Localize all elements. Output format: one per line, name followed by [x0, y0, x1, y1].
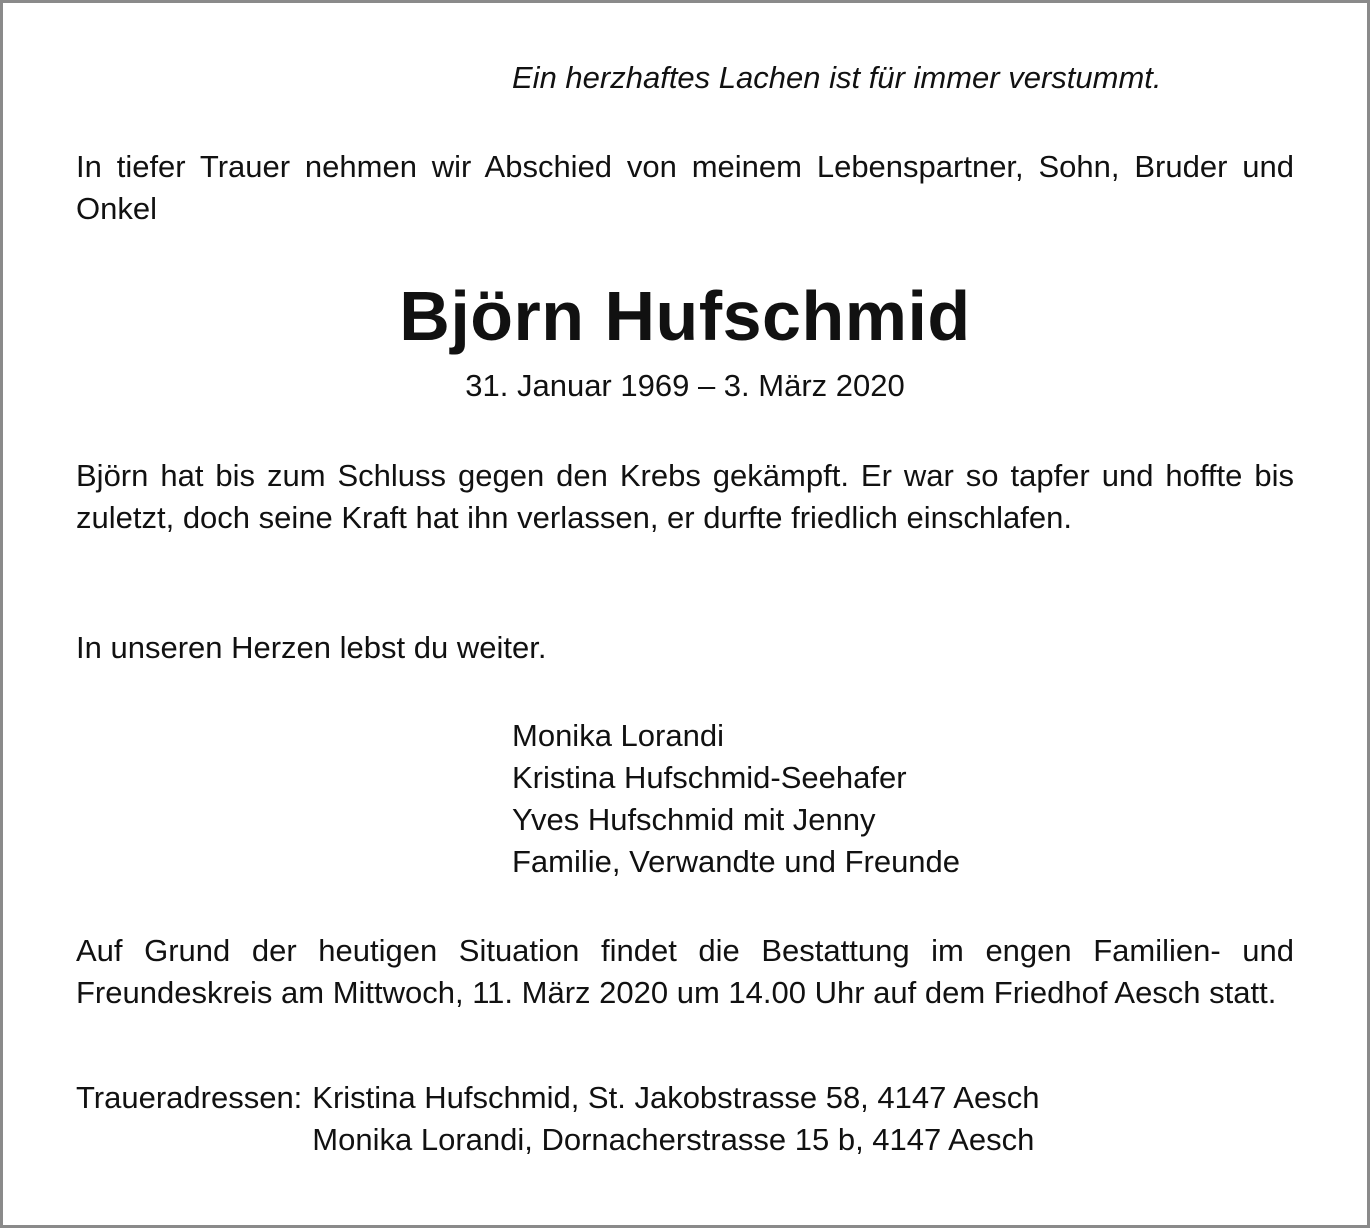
addresses-label: Traueradressen:: [76, 1080, 303, 1115]
mourner-name: Kristina Hufschmid-Seehafer: [512, 760, 907, 795]
deceased-name: Björn Hufschmid: [399, 277, 971, 355]
mourner-name: Yves Hufschmid mit Jenny: [512, 802, 876, 837]
funeral-info: Auf Grund der heutigen Situation findet die Bestattung im engen Familien- und Freundeskreis am Mittwoch, 11. März 2020 um 14.00 Uhr auf dem Friedhof Aesch statt.: [76, 933, 1294, 1010]
life-dates: 31. Januar 1969 – 3. März 2020: [465, 368, 905, 403]
remembrance-line: In unseren Herzen lebst du weiter.: [76, 630, 547, 665]
intro-text: In tiefer Trauer nehmen wir Abschied von meinem Lebenspartner, Sohn, Bruder und Onkel: [76, 149, 1294, 226]
mourner-name: Familie, Verwandte und Freunde: [512, 844, 961, 879]
story-text: Björn hat bis zum Schluss gegen den Krebs gekämpft. Er war so tapfer und hoffte bis zuletzt, doch seine Kraft hat ihn verlassen, er durfte friedlich einschlafen.: [76, 458, 1294, 535]
address-line: Kristina Hufschmid, St. Jakobstrasse 58, 4147 Aesch: [312, 1080, 1040, 1115]
address-line: Monika Lorandi, Dornacherstrasse 15 b, 4147 Aesch: [312, 1122, 1035, 1157]
motto-quote: Ein herzhaftes Lachen ist für immer verstummt.: [512, 60, 1162, 95]
mourner-name: Monika Lorandi: [512, 718, 724, 753]
mourners-list: [512, 715, 960, 883]
address-lines: [312, 1077, 1039, 1161]
mourning-addresses: [76, 1077, 1039, 1161]
